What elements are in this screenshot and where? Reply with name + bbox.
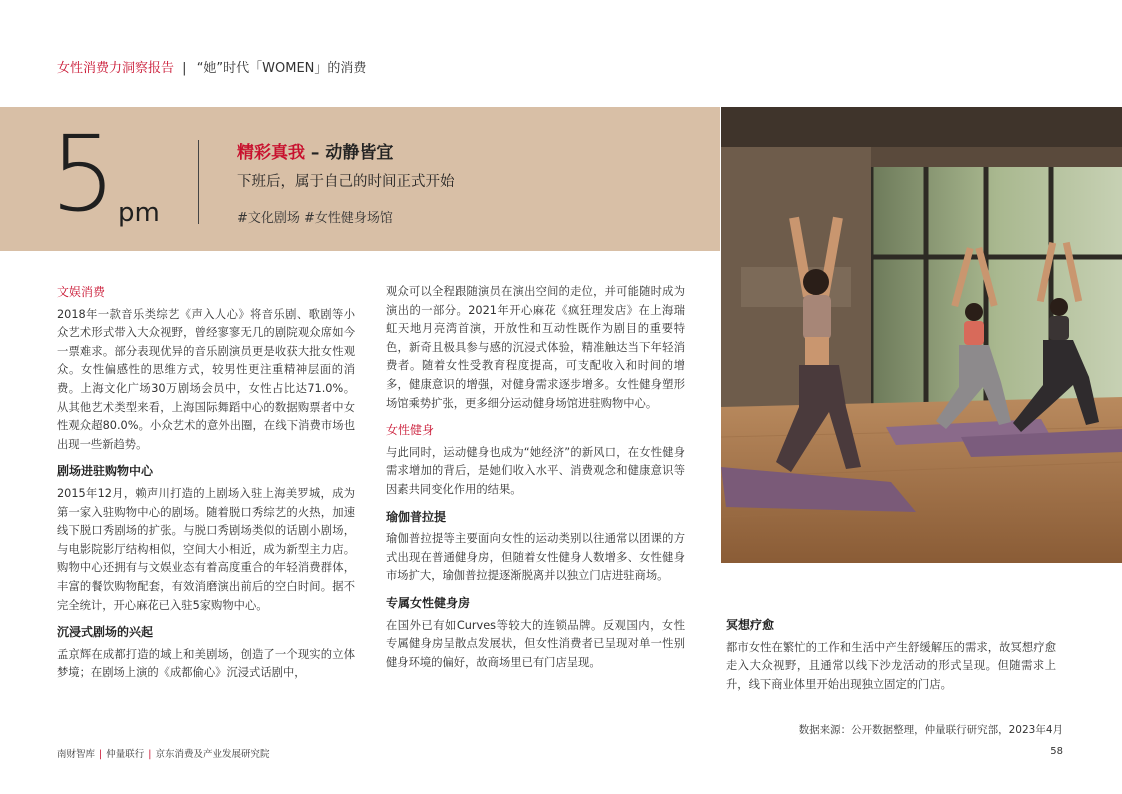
section-title-rest: – 动静皆宜 [305, 143, 394, 163]
page-number: 58 [1050, 746, 1063, 757]
report-name: 女性消费力洞察报告 [57, 61, 175, 76]
section-subtitle: 下班后，属于自己的时间正式开始 [237, 174, 455, 190]
column-middle [386, 283, 685, 680]
heading-womens-fitness: 女性健身 [386, 423, 435, 438]
section-tags: #文化剧场 #女性健身场馆 [237, 211, 393, 226]
section-title-highlight: 精彩真我 [237, 143, 305, 163]
yoga-class-photo [721, 107, 1122, 563]
paragraph-meditation: 都市女性在繁忙的工作和生活中产生舒缓解压的需求，故冥想疗愈走入大众视野，且通常以线下沙龙活动的形式呈现。但随需求上升，线下商业体里开始出现独立固定的门店。 [726, 640, 1056, 691]
hour-suffix: pm [118, 198, 160, 228]
section-title [237, 138, 393, 163]
heading-theater-in-mall: 剧场进驻购物中心 [57, 464, 154, 479]
paragraph-yoga-pilates: 瑜伽普拉提等主要面向女性的运动类别以往通常以团课的方式出现在普通健身房，但随着女性健身人数增多、女性健身市场扩大，瑜伽普拉提逐渐脱离并以独立门店进驻商场。 [386, 532, 685, 583]
footer-org-2: 仲量联行 [106, 749, 145, 760]
column-left [57, 283, 355, 691]
paragraph-womens-fitness: 与此同时，运动健身也成为“她经济”的新风口，在女性健身需求增加的背后，是她们收入水平、消费观念和健康意识等因素共同变化作用的结果。 [386, 445, 685, 496]
heading-women-only-gym: 专属女性健身房 [386, 595, 471, 610]
banner-divider [198, 140, 199, 224]
footer-divider: | [148, 749, 152, 760]
heading-immersive-theater: 沉浸式剧场的兴起 [57, 625, 154, 640]
paragraph-entertainment: 2018年一款音乐类综艺《声入人心》将音乐剧、歌剧等小众艺术形式带入大众视野，曾经寥寥无几的剧院观众席如今一票难求。部分表现优异的音乐剧演员更是收获大批女性观众。女性偏感性的思维方式，较男性更注重精神层面的消费。上海文化广场30万剧场会员中，女性占比达71.0%。从其他艺术类型来看，上海国际舞蹈中心的数据购票者中女性观众超80.0%。小众艺术的意外出圈，在线下消费市场也出现一些新趋势。 [57, 307, 355, 451]
page-footer [57, 746, 269, 760]
paragraph-theater-in-mall: 2015年12月，赖声川打造的上剧场入驻上海美罗城，成为第一家入驻购物中心的剧场。随着脱口秀综艺的火热，加速线下脱口秀剧场的扩张。与脱口秀剧场类似的话剧小剧场，与电影院影厅结构相似，空间大小相近，成为新型主力店。购物中心还拥有与文娱业态有着高度重合的年轻消费群体，丰富的餐饮购物配套，有效消磨演出前后的空白时间。据不完全统计，开心麻花已入驻5家购物中心。 [57, 486, 355, 612]
report-subtitle: “她”时代「WOMEN」的消费 [196, 61, 367, 76]
paragraph-immersive-theater: 孟京辉在成都打造的域上和美剧场，创造了一个现实的立体梦境；在剧场上演的《成都偷心》沉浸式话剧中， [57, 647, 355, 680]
header-divider: | [182, 61, 187, 76]
heading-entertainment: 文娱消费 [57, 285, 106, 299]
data-source-note: 数据来源：公开数据整理，仲量联行研究部，2023年4月 [798, 724, 1063, 736]
footer-org-1: 南财智库 [57, 749, 96, 760]
heading-meditation: 冥想疗愈 [726, 618, 775, 632]
column-right [726, 616, 1056, 702]
hour-number: 5 [50, 113, 115, 235]
heading-yoga-pilates: 瑜伽普拉提 [386, 509, 447, 524]
footer-divider: | [99, 749, 103, 760]
paragraph-women-only-gym: 在国外已有如Curves等较大的连锁品牌。反观国内，女性专属健身房呈散点发展状，但女性消费者已呈现对单一性别健身环境的偏好，故商场里已有门店呈现。 [386, 618, 685, 669]
footer-org-3: 京东消费及产业发展研究院 [155, 749, 270, 760]
paragraph-immersive-continued: 观众可以全程跟随演员在演出空间的走位，并可能随时成为演出的一部分。2021年开心麻花《疯狂理发店》在上海瑞虹天地月亮湾首演，开放性和互动性既作为剧目的重要特色，新奇且极具参与感的沉浸式体验，精准触达当下年轻消费者。随着女性受教育程度提高，可支配收入和时间的增多，健康意识的增强，对健身需求逐步增多。女性健身塑形场馆乘势扩张，更多细分运动健身场馆进驻购物中心。 [386, 285, 685, 410]
page-header [57, 57, 366, 76]
